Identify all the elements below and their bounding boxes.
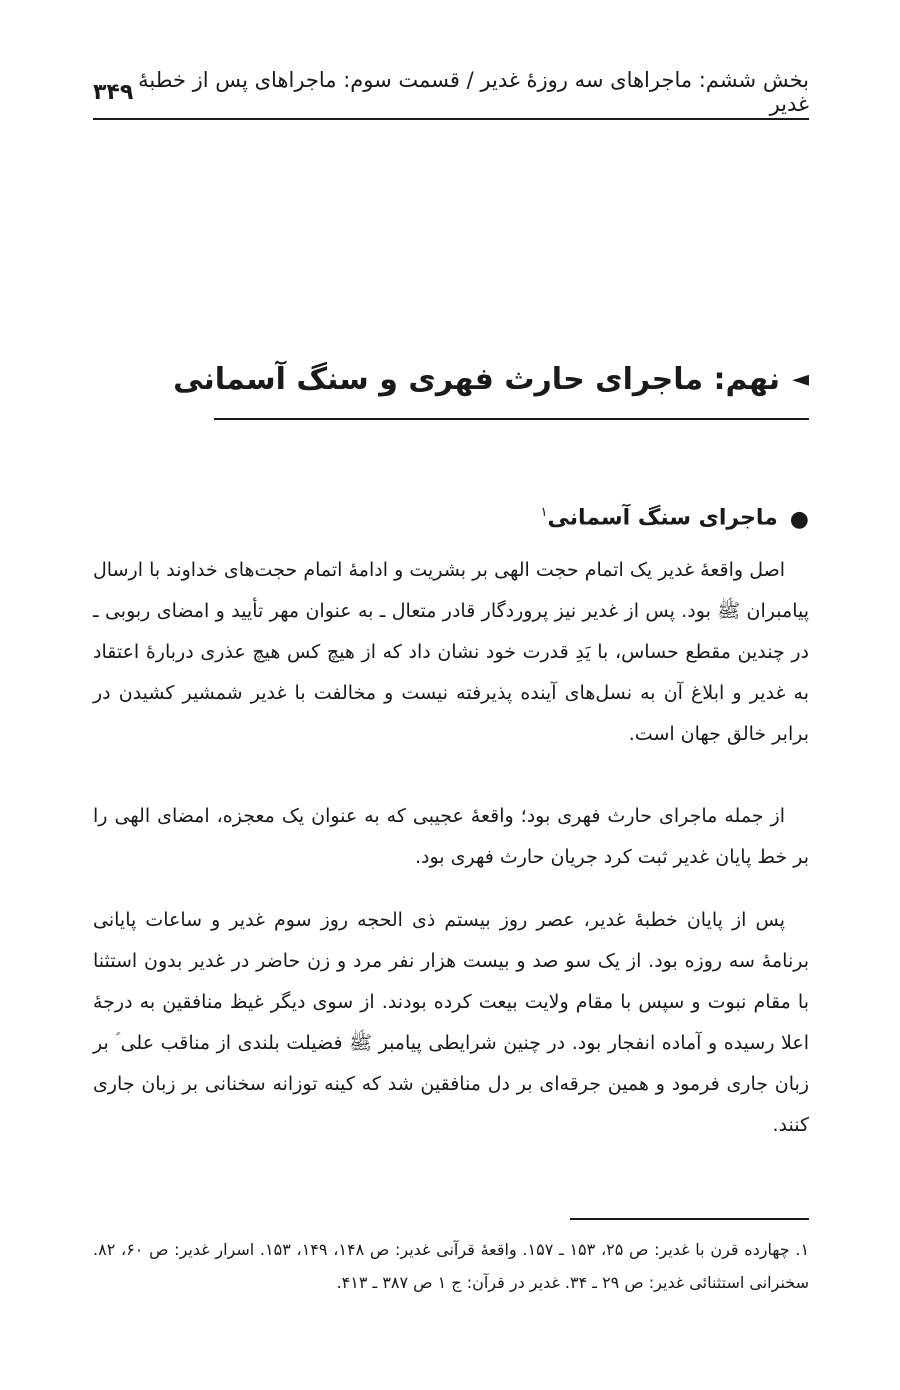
footnote: ۱. چهارده قرن با غدیر: ص ۲۵، ۱۵۳ ـ ۱۵۷. واقعۀ قرآنی غدیر: ص ۱۴۸، ۱۴۹، ۱۵۳. اسرار غدیر: ص ۶۰، ۸۲. سخنرانی استثنائی غدیر: ص ۲۹ ـ ۳۴. غدیر در قرآن: ج ۱ ص ۳۸۷ ـ ۴۱۳. — [93, 1240, 810, 1292]
running-header — [93, 68, 809, 116]
paragraph-text: از جمله ماجرای حارث فهری بود؛ واقعۀ عجیبی که به عنوان یک معجزه، امضای الهی را بر خط پایان غدیر ثبت کرد جریان حارث فهری بود. — [93, 805, 809, 868]
bullet-icon: ● — [789, 507, 809, 532]
footnote-reference: ۱ — [540, 505, 548, 520]
paragraph-text: پس از پایان خطبۀ غدیر، عصر روز بیستم ذی الحجه روز سوم غدیر و ساعات پایانی برنامۀ سه روزه بود. از یک سو صد و بیست هزار نفر مرد و زن حاضر در غدیر بدون استثنا با مقام نبوت و سپس با مقام ولایت بیعت کرده بودند. از سوی دیگر غیظ منافقین به درجۀ اعلا رسیده و آماده انفجار بود. در چنین شرایطی پیامبر ﷺ فضیلت بلندی از مناقب علی ؑ بر زبان جاری فرمود و همین جرقه‌ای بر دل منافقین شد که کینه توزانه سخنانی بر زبان جاری کنند. — [93, 909, 809, 1136]
paragraph-text: اصل واقعۀ غدیر یک اتمام حجت الهی بر بشریت و ادامۀ اتمام حجت‌های خداوند با ارسال پیامبران ﷺ بود. پس از غدیر نیز پروردگار قادر متعال ـ به عنوان مهر تأیید و امضای ربوبی ـ در چندین مقطع حساس، با یَدِ قدرت خود نشان داد که از هیچ کس هیچ عذری دربارۀ اعتقاد به غدیر و ابلاغ آن به نسل‌های آینده پذیرفته نیست و مخالفت با غدیر شمشیر کشیدن در برابر خالق جهان است. — [93, 559, 809, 745]
running-title: بخش ششم: ماجراهای سه روزۀ غدیر / قسمت سوم: ماجراهای پس از خطبۀ غدیر — [138, 68, 809, 116]
paragraph-3 — [93, 900, 809, 1146]
subsection-title-wrap — [541, 505, 778, 530]
section-heading — [93, 362, 809, 397]
section-title: نهم: ماجرای حارث فهری و سنگ آسمانی — [173, 362, 781, 397]
header-divider — [93, 118, 809, 120]
subsection-title: ماجرای سنگ آسمانی — [547, 505, 778, 531]
subsection-heading — [93, 505, 809, 531]
page-number: ۳۴۹ — [93, 79, 134, 105]
footnote-divider — [570, 1218, 809, 1220]
triangle-marker-icon: ◄ — [792, 367, 809, 392]
paragraph-2 — [93, 796, 809, 878]
paragraph-1 — [93, 550, 809, 755]
section-title-underline — [214, 418, 809, 420]
